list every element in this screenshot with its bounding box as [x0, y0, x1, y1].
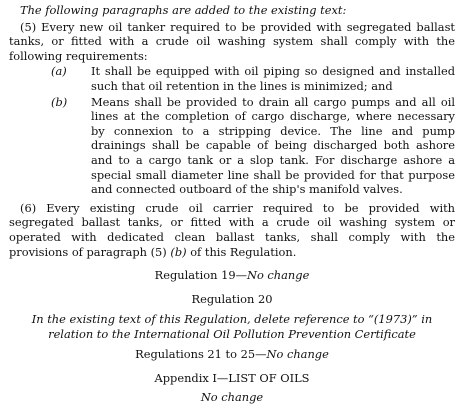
subparagraph-a: [9, 64, 455, 93]
regulations-21-25-title: Regulations 21 to 25—: [135, 347, 267, 362]
paragraph-6-number: (6): [20, 200, 37, 215]
paragraph-5: [9, 20, 455, 64]
regulation-19-status: No change: [246, 268, 310, 283]
subparagraph-a-marker: (a): [51, 64, 67, 79]
paragraph-5-text: Every new oil tanker required to be provided with segregated ballast tanks, or fitted with a crude oil washing system shall comply with the following requirements:: [9, 19, 456, 63]
paragraph-6-ref-marker: (b): [170, 244, 187, 259]
subparagraph-b-marker: (b): [51, 94, 68, 109]
regulation-20-note: In the existing text of this Regulation, delete reference to “(1973)” in relation to the International Oil Pollution Prevention Certificate: [31, 312, 433, 341]
regulation-20-heading: Regulation 20: [191, 291, 273, 306]
subparagraph-b: [9, 95, 455, 197]
appendix-1-heading: Appendix I—LIST OF OILS: [154, 371, 310, 386]
paragraph-6: [9, 201, 455, 259]
appendix-1-status: No change: [200, 389, 264, 404]
intro-line: The following paragraphs are added to the existing text:: [20, 3, 347, 17]
regulation-19-title: Regulation 19—: [154, 268, 247, 283]
regulation-19-heading: [9, 268, 455, 283]
subparagraph-a-text: It shall be equipped with oil piping so designed and installed such that oil retention in the lines is minimized; and: [91, 64, 455, 93]
paragraph-5-number: (5): [20, 19, 37, 34]
paragraph-6-text-after: of this Regulation.: [190, 244, 297, 259]
subparagraph-b-text: Means shall be provided to drain all cargo pumps and all oil lines at the completion of cargo discharge, where necessary by connexion to a stripping device. The line and pump drainings shall be capable of being discharged both ashore and to a cargo tank or a slop tank. For discharge ashore a special small diameter line shall be provided for that purpose and connected outboard of the ship's manifold valves.: [91, 94, 455, 197]
paragraph-6-text-before: Every existing crude oil carrier required to be provided with segregated ballast tanks, or fitted with a crude oil washing system or operated with dedicated clean ballast tanks, shall comply with the provisions of paragraph (5): [9, 200, 455, 259]
regulations-21-25-status: No change: [266, 347, 329, 362]
regulations-21-25-heading: [9, 347, 455, 362]
